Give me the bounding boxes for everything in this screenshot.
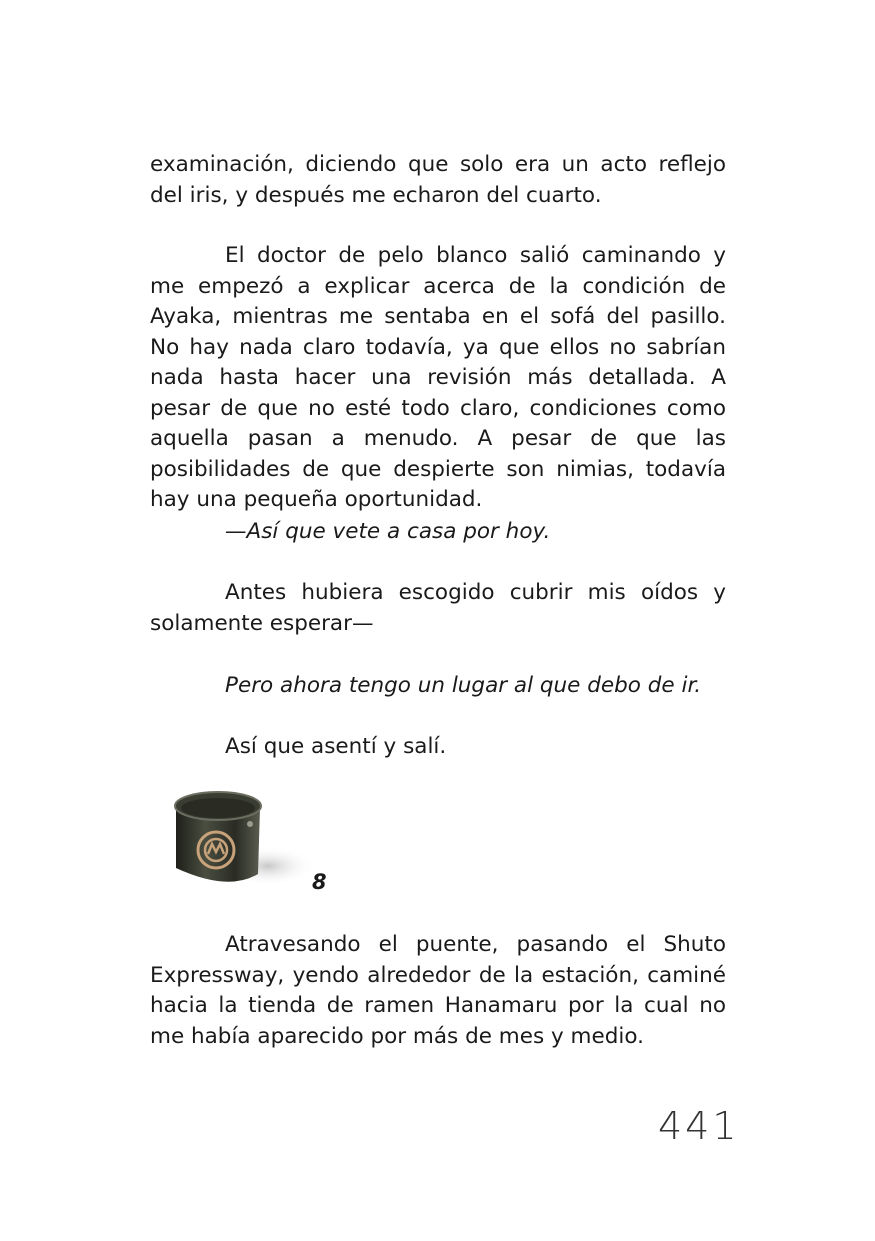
bracelet-icon [168, 788, 318, 890]
paragraph: El doctor de pelo blanco salió caminando y me empezó a explicar acerca de la condición de Ayaka, mientras me sentaba en el sofá del pasillo. No hay nada claro todavía, ya que ellos no sabrían nada hasta hacer una revisión más detallada. A pesar de que no esté todo claro, condiciones como aquella pasan a menudo. A pesar de que las posibilidades de que despierte son nimias, todavía hay una pequeña oportunidad. [150, 243, 726, 512]
paragraph: Así que asentí y salí. [225, 734, 447, 759]
paragraph: Antes hubiera escogido cubrir mis oídos y solamente esperar— [150, 580, 726, 636]
page-number: 441 [658, 1104, 740, 1148]
italic-dialogue: —Así que vete a casa por hoy. [225, 519, 551, 544]
paragraph: examinación, diciendo que solo era un acto reflejo del iris, y después me echaron del cuarto. [150, 152, 726, 208]
paragraph: Atravesando el puente, pasando el Shuto Expressway, yendo alrededor de la estación, caminé hacia la tienda de ramen Hanamaru por la cual no me había aparecido por más de mes y medio. [150, 932, 726, 1049]
section-number: 8 [312, 870, 327, 894]
italic-thought: Pero ahora tengo un lugar al que debo de ir. [225, 673, 702, 698]
